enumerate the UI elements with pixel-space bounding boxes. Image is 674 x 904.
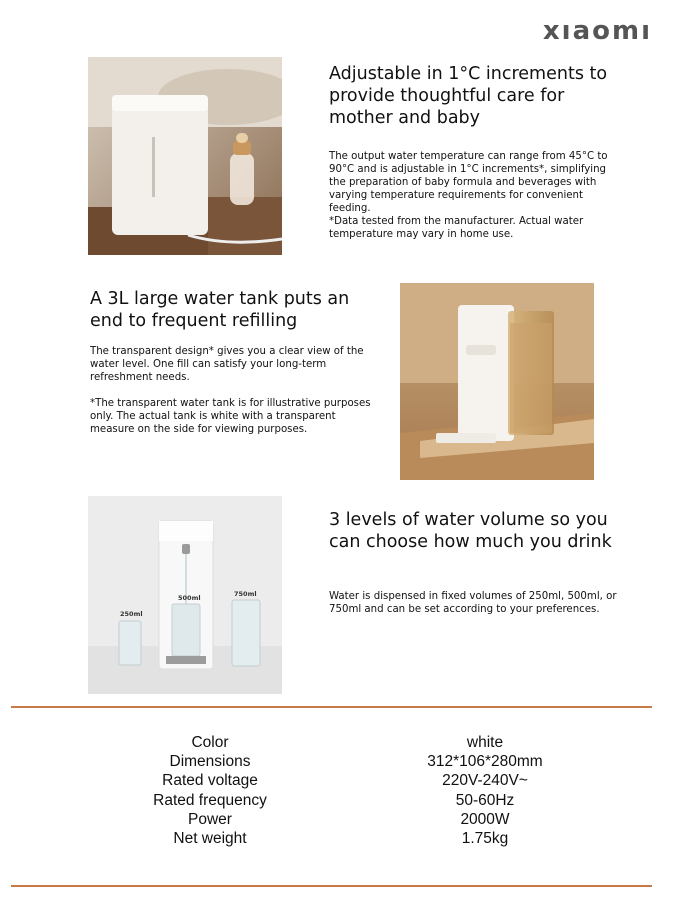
spec-value: white	[466, 734, 504, 751]
spec-row-rated-frequency	[0, 791, 674, 810]
spec-value-cell	[420, 791, 664, 810]
section-3-paragraph: Water is dispensed in fixed volumes of 250ml, 500ml, or 750ml and can be set according to your preferences.	[329, 591, 617, 615]
photo-dispenser-transparent-tank	[400, 283, 594, 480]
spec-value-cell	[420, 752, 664, 771]
spec-label: Color	[191, 734, 229, 751]
spec-label: Rated frequency	[153, 791, 267, 809]
section-1-heading: Adjustable in 1°C increments to provide thoughtful care for mother and baby	[329, 64, 608, 128]
label-750ml: 750ml	[234, 590, 257, 598]
photo-dispenser-baby-bottle	[88, 57, 282, 255]
section-1-footnote: *Data tested from the manufacturer. Actual water temperature may vary in home use.	[329, 216, 584, 240]
spec-table	[0, 733, 674, 848]
spec-value-cell	[420, 771, 664, 790]
section-2-paragraph: The transparent design* gives you a clear view of the water level. One fill can satisfy your long-term refreshment needs.	[90, 346, 364, 383]
photo-three-glass-volumes	[88, 496, 282, 694]
divider-top	[11, 706, 652, 708]
spec-value: 312*106*280mm	[427, 753, 543, 771]
spec-value: 2000W	[460, 810, 510, 828]
spec-row-rated-voltage	[0, 771, 674, 790]
spec-value-cell	[420, 829, 664, 848]
label-500ml: 500ml	[178, 594, 201, 602]
label-250ml: 250ml	[120, 610, 143, 618]
spec-value-cell	[420, 810, 664, 829]
spec-row-color	[0, 733, 674, 752]
section-1-paragraph: The output water temperature can range from 45°C to 90°C and is adjustable in 1°C increments*, simplifying the preparation of baby formula and beverages with varying temperature requirements for convenient feeding.	[329, 151, 608, 214]
spec-value: 220V-240V~	[442, 772, 528, 790]
section-2-heading: A 3L large water tank puts an end to frequent refilling	[90, 289, 350, 331]
spec-row-dimensions	[0, 752, 674, 771]
section-3-body	[329, 590, 624, 616]
section-1-body	[329, 150, 624, 241]
spec-label: Dimensions	[169, 753, 251, 771]
spec-value: 50-60Hz	[455, 791, 515, 809]
spec-label: Power	[188, 810, 232, 828]
spec-row-power	[0, 810, 674, 829]
spec-label: Rated voltage	[162, 772, 258, 790]
divider-bottom	[11, 885, 652, 887]
xiaomi-logo: xıaomı	[542, 16, 652, 46]
spec-value-cell	[420, 733, 664, 752]
section-3-heading: 3 levels of water volume so you can choose how much you drink	[329, 510, 612, 552]
section-2-body	[90, 345, 380, 436]
spec-label: Net weight	[173, 830, 247, 848]
spec-value: 1.75kg	[461, 830, 509, 848]
spec-row-net-weight	[0, 829, 674, 848]
section-2-footnote: *The transparent water tank is for illustrative purposes only. The actual tank is white with a transparent measure on the side for viewing purposes.	[90, 398, 371, 435]
